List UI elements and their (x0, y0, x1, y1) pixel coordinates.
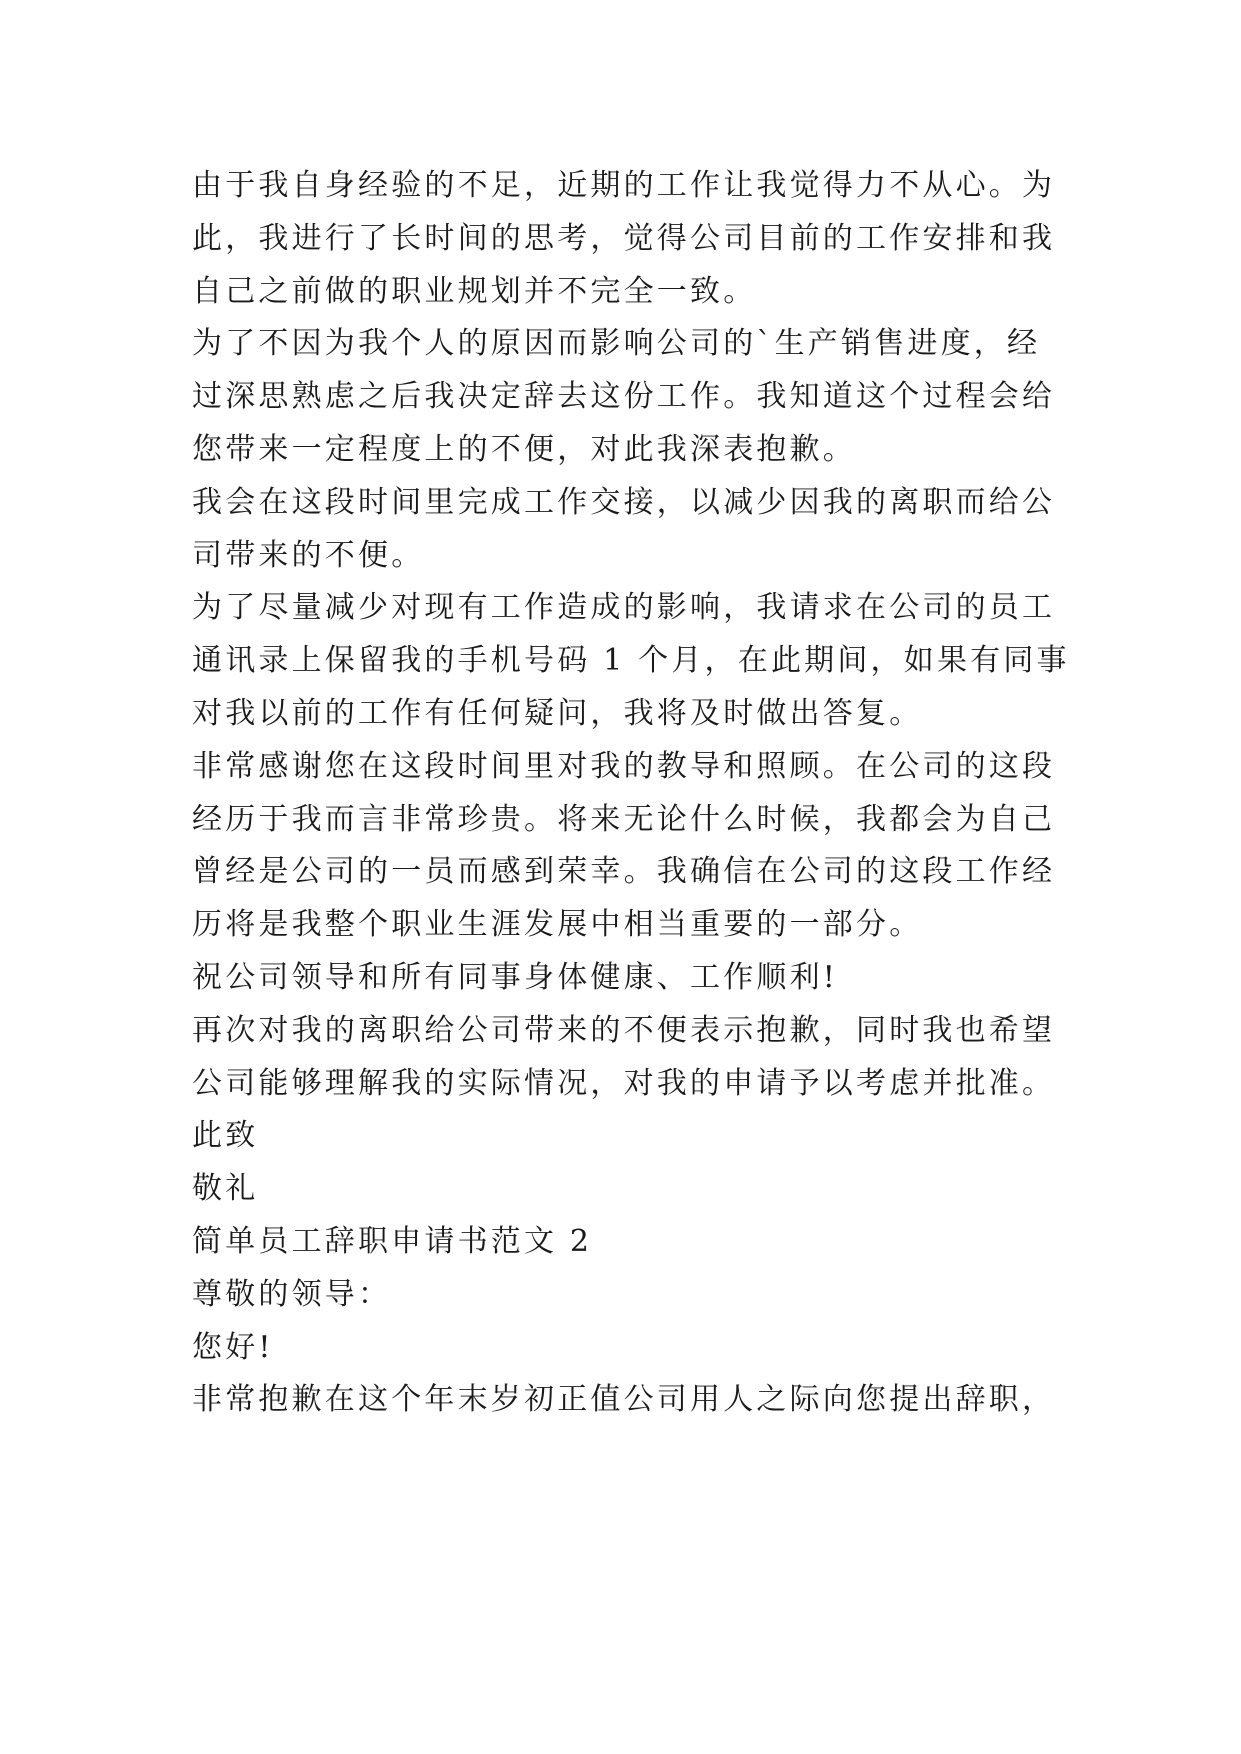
letter-body (192, 160, 1072, 1427)
text-line: 历将是我整个职业生涯发展中相当重要的一部分。 (192, 907, 923, 943)
text-line: 公司能够理解我的实际情况，对我的申请予以考虑并批准。 (192, 1065, 1056, 1101)
text-line: 为了尽量减少对现有工作造成的影响，我请求在公司的员工 (192, 590, 1056, 626)
text-line: 为了不因为我个人的原因而影响公司的`生产销售进度，经 (192, 326, 1041, 362)
text-line: 我会在这段时间里完成工作交接，以减少因我的离职而给公 (192, 484, 1056, 520)
salutation: 尊敬的领导： (192, 1276, 392, 1312)
text-line: 此，我进行了长时间的思考，觉得公司目前的工作安排和我 (192, 220, 1056, 256)
text-line: 曾经是公司的一员而感到荣幸。我确信在公司的这段工作经 (192, 854, 1056, 890)
closing-line: 敬礼 (192, 1171, 259, 1207)
text-line: 非常感谢您在这段时间里对我的教导和照顾。在公司的这段 (192, 748, 1056, 784)
text-line: 对我以前的工作有任何疑问，我将及时做出答复。 (192, 695, 923, 731)
text-line: 过深思熟虑之后我决定辞去这份工作。我知道这个过程会给 (192, 379, 1056, 415)
text-line: 司带来的不便。 (192, 537, 425, 573)
text-line: 通讯录上保留我的手机号码 1 个月，在此期间，如果有同事 (192, 643, 1070, 679)
greeting: 您好! (192, 1329, 274, 1365)
closing-line: 此致 (192, 1118, 259, 1154)
text-line: 自己之前做的职业规划并不完全一致。 (192, 273, 757, 309)
text-line: 再次对我的离职给公司带来的不便表示抱歉，同时我也希望 (192, 1012, 1056, 1048)
text-line: 您带来一定程度上的不便，对此我深表抱歉。 (192, 431, 856, 467)
text-line: 祝公司领导和所有同事身体健康、工作顺利! (192, 959, 839, 995)
text-line: 非常抱歉在这个年末岁初正值公司用人之际向您提出辞职， (192, 1382, 1056, 1418)
text-line: 由于我自身经验的不足，近期的工作让我觉得力不从心。为 (192, 168, 1056, 203)
text-line: 经历于我而言非常珍贵。将来无论什么时候，我都会为自己 (192, 801, 1056, 837)
section-heading: 简单员工辞职申请书范文 2 (192, 1223, 593, 1259)
